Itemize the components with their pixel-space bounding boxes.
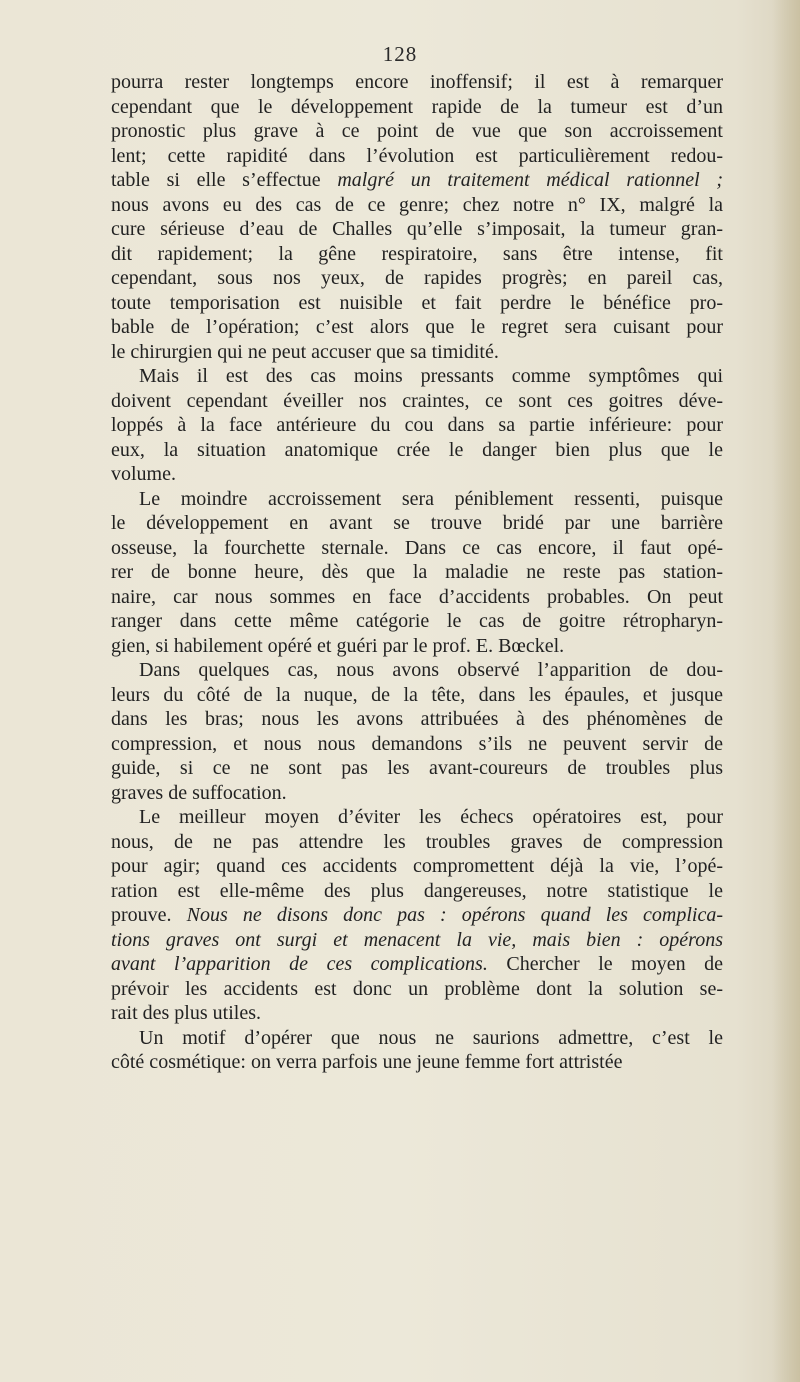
text-line: pour agir; quand ces accidents compromettent déjà la vie, l’opé- xyxy=(111,855,723,877)
text-line: ration est elle-même des plus dangereuses, notre statistique le xyxy=(111,879,723,902)
text-line: prévoir les accidents est donc un problème dont la solution se- xyxy=(111,977,723,1000)
text-line: nous, de ne pas attendre les troubles graves de compression xyxy=(111,830,723,853)
text-line: lent; cette rapidité dans l’évolution est particulièrement redou- xyxy=(111,144,723,167)
text-line: tions graves ont surgi et menacent la vie, mais bien : opérons xyxy=(111,928,723,951)
text-line: cure sérieuse d’eau de Challes qu’elle s’imposait, la tumeur gran- xyxy=(111,218,723,240)
text-line: compression, et nous nous demandons s’ils ne peuvent servir de xyxy=(111,732,723,755)
paragraph xyxy=(111,1026,723,1075)
text-line: gien, si habilement opéré et guéri par le prof. E. Bœckel. xyxy=(111,634,565,657)
text-line: volume. xyxy=(111,463,176,485)
text-line: Le moindre accroissement sera péniblement ressenti, puisque xyxy=(139,487,723,510)
text-line: avant l’apparition de ces complications. Chercher le moyen de xyxy=(111,953,723,975)
text-line: cependant que le développement rapide de la tumeur est d’un xyxy=(111,95,723,118)
text-line: le chirurgien qui ne peut accuser que sa timidité. xyxy=(111,340,499,363)
text-line: côté cosmétique: on verra parfois une jeune femme fort attristée xyxy=(111,1051,623,1073)
text-line: guide, si ce ne sont pas les avant-coureurs de troubles plus xyxy=(111,757,723,779)
text-line: cependant, sous nos yeux, de rapides progrès; en pareil cas, xyxy=(111,267,723,289)
text-line: loppés à la face antérieure du cou dans sa partie inférieure: pour xyxy=(111,414,723,436)
text-line: pourra rester longtemps encore inoffensif; il est à remarquer xyxy=(111,71,723,93)
paragraph xyxy=(111,805,723,1026)
text-line: dans les bras; nous les avons attribuées à des phénomènes de xyxy=(111,708,723,730)
text-line: rer de bonne heure, dès que la maladie ne reste pas station- xyxy=(111,561,723,583)
paragraph xyxy=(111,364,723,487)
text-line: dit rapidement; la gêne respiratoire, sans être intense, fit xyxy=(111,242,723,265)
text-line: graves de suffocation. xyxy=(111,781,287,804)
paragraph xyxy=(111,70,723,364)
paragraph xyxy=(111,658,723,805)
text-line: le développement en avant se trouve bridé par une barrière xyxy=(111,512,723,534)
text-line: ranger dans cette même catégorie le cas de goitre rétropharyn- xyxy=(111,610,723,632)
text-line: nous avons eu des cas de ce genre; chez notre n° IX, malgré la xyxy=(111,193,723,216)
paragraph xyxy=(111,487,723,659)
text-line: toute temporisation est nuisible et fait perdre le bénéfice pro- xyxy=(111,291,723,314)
text-line: osseuse, la fourchette sternale. Dans ce cas encore, il faut opé- xyxy=(111,536,723,559)
text-line: pronostic plus grave à ce point de vue que son accroissement xyxy=(111,120,723,142)
text-line: Un motif d’opérer que nous ne saurions admettre, c’est le xyxy=(139,1026,723,1049)
text-line: prouve. Nous ne disons donc pas : opérons quand les complica- xyxy=(111,904,723,926)
text-line: Dans quelques cas, nous avons observé l’apparition de dou- xyxy=(139,659,723,681)
text-line: Mais il est des cas moins pressants comme symptômes qui xyxy=(139,365,723,387)
text-line: doivent cependant éveiller nos craintes, ce sont ces goitres déve- xyxy=(111,389,723,412)
text-line: leurs du côté de la nuque, de la tête, dans les épaules, et jusque xyxy=(111,683,723,706)
text-line: rait des plus utiles. xyxy=(111,1002,261,1024)
text-line: Le meilleur moyen d’éviter les échecs opératoires est, pour xyxy=(139,806,723,828)
text-line: bable de l’opération; c’est alors que le regret sera cuisant pour xyxy=(111,316,723,338)
page-edge-shadow xyxy=(772,0,800,1382)
body-text xyxy=(111,70,723,1075)
text-line: table si elle s’effectue malgré un traitement médical rationnel ; xyxy=(111,169,724,191)
text-line: eux, la situation anatomique crée le danger bien plus que le xyxy=(111,438,723,461)
page-number: 128 xyxy=(382,42,418,66)
text-line: naire, car nous sommes en face d’accidents probables. On peut xyxy=(111,585,723,608)
